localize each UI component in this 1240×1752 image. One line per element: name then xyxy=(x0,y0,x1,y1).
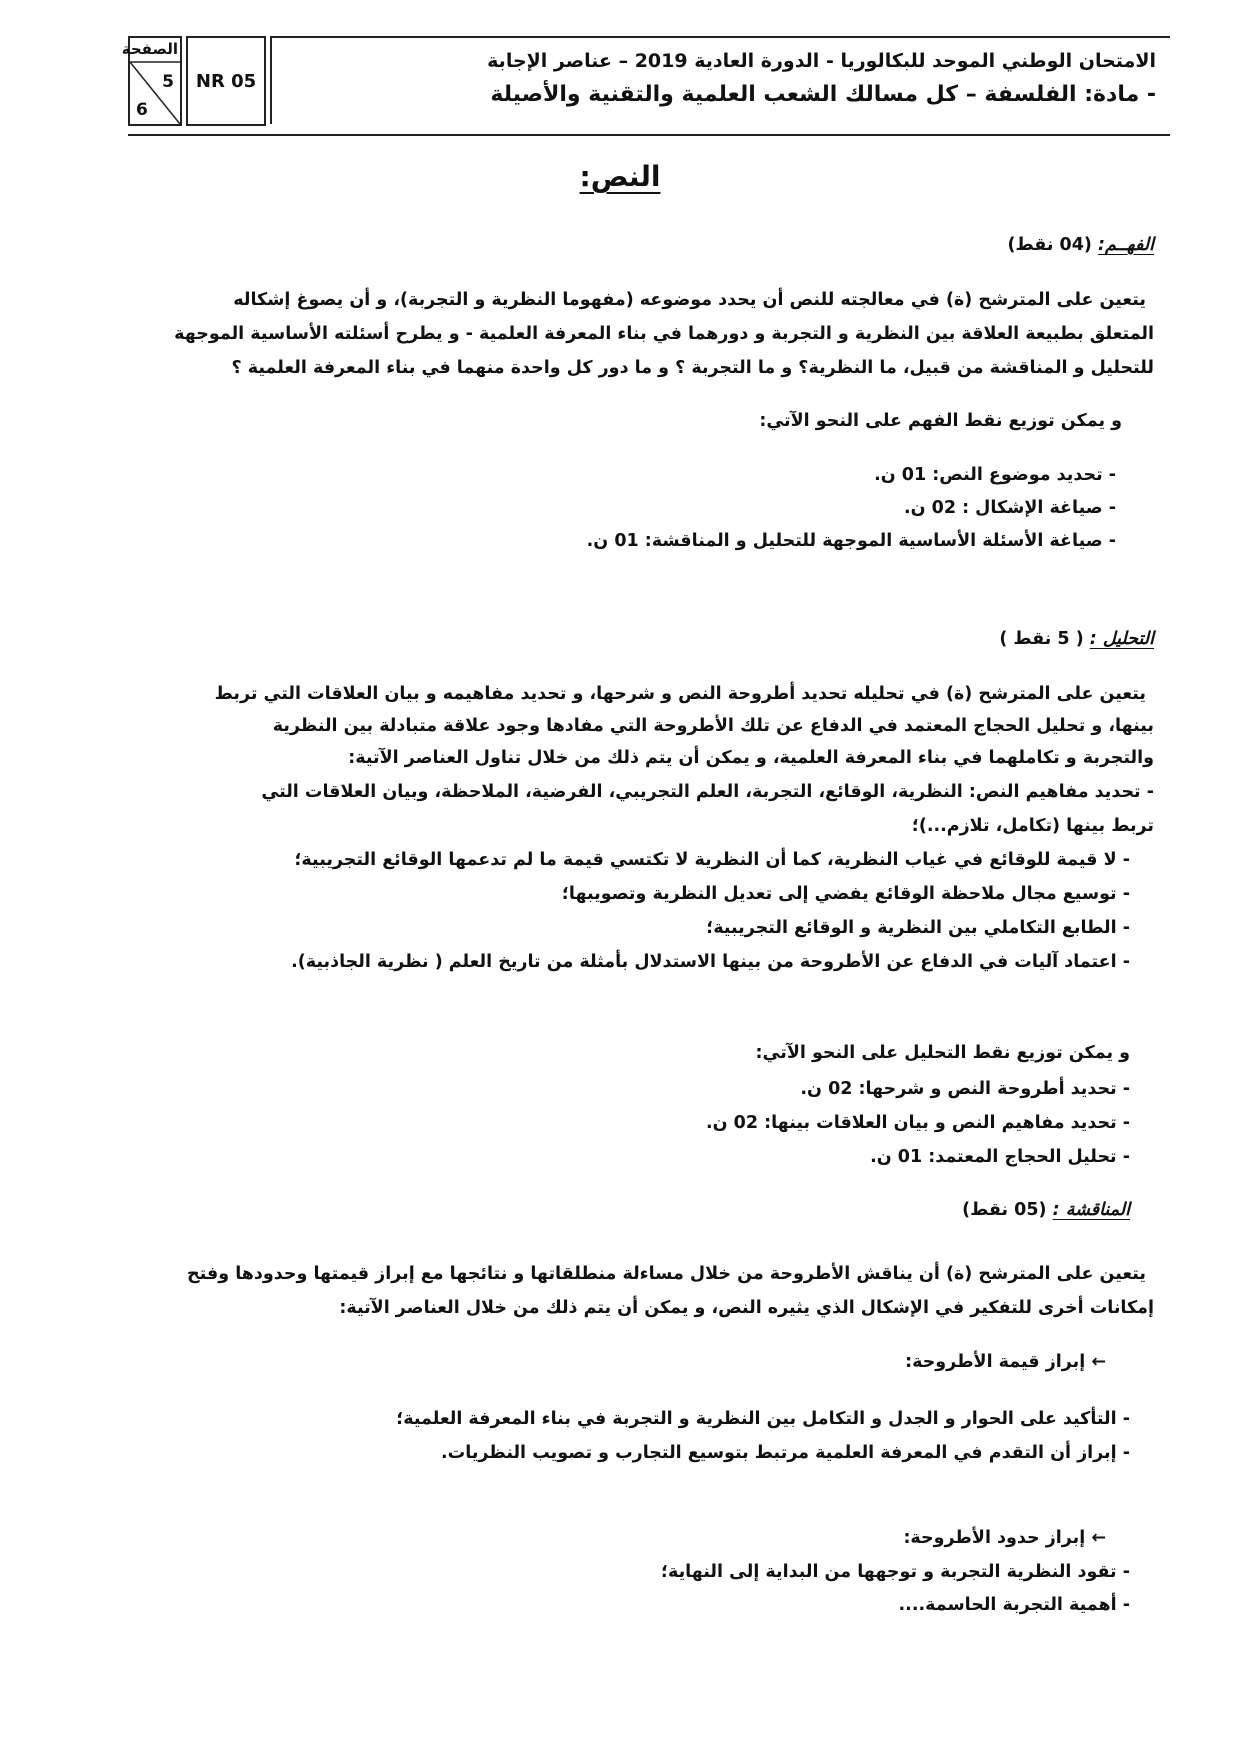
analysis-dist-1: - تحديد أطروحة النص و شرحها: 02 ن. xyxy=(100,1076,1130,1102)
analysis-dist-3: - تحليل الحجاج المعتمد: 01 ن. xyxy=(100,1144,1130,1170)
page-total: 6 xyxy=(136,100,148,120)
understanding-dist-3: - صياغة الأسئلة الأساسية الموجهة للتحليل و المناقشة: 01 ن. xyxy=(86,528,1116,554)
discussion-value-1: - التأكيد على الحوار و الجدل و التكامل بين النظرية و التجربة في بناء المعرفة العلمية؛ xyxy=(100,1406,1130,1432)
understanding-dist-1: - تحديد موضوع النص: 01 ن. xyxy=(86,462,1116,488)
discussion-limits-heading: ← إبراز حدود الأطروحة: xyxy=(903,1528,1106,1548)
discussion-limits-1: - تقود النظرية التجربة و توجهها من البداية إلى النهاية؛ xyxy=(100,1559,1130,1585)
page-header xyxy=(121,36,1170,136)
analysis-para-2: بينها، و تحليل الحجاج المعتمد في الدفاع عن تلك الأطروحة التي مفادها وجود علاقة متبادلة بين النظرية xyxy=(272,716,1154,736)
header-rule xyxy=(128,134,1170,136)
discussion-value-heading: ← إبراز قيمة الأطروحة: xyxy=(905,1352,1106,1372)
discussion-value-2: - إبراز أن التقدم في المعرفة العلمية مرتبط بتوسيع التجارب و تصويب النظريات. xyxy=(100,1440,1130,1466)
exam-title-box xyxy=(270,36,1170,124)
discussion-heading-row xyxy=(100,1197,1130,1223)
title-wrap xyxy=(0,160,1240,193)
understanding-para-3: للتحليل و المناقشة من قبيل، ما النظرية؟ و ما التجربة ؟ و ما دور كل واحدة منهما في بناء المعرفة العلمية ؟ xyxy=(231,358,1154,378)
analysis-points: ( 5 نقط ) xyxy=(999,629,1084,649)
page-title: النص: xyxy=(579,160,661,193)
analysis-para-1: يتعين على المترشح (ة) في تحليله تحديد أطروحة النص و شرحها، و تحديد مفاهيمه و بيان العلاقات التي تربط xyxy=(214,684,1146,704)
discussion-para-2: إمكانات أخرى للتفكير في الإشكال الذي يثيره النص، و يمكن أن يتم ذلك من خلال العناصر الآتية: xyxy=(339,1298,1154,1318)
understanding-heading-row xyxy=(124,232,1154,258)
page-current: 5 xyxy=(162,72,174,92)
analysis-concepts-1: - تحديد مفاهيم النص: النظرية، الوقائع، التجربة، العلم التجريبي، الفرضية، الملاحظة، وبيان العلاقات التي xyxy=(261,782,1154,802)
exam-title-line1: الامتحان الوطني الموحد للبكالوريا - الدورة العادية 2019 – عناصر الإجابة xyxy=(487,50,1156,72)
analysis-item-1: - لا قيمة للوقائع في غياب النظرية، كما أن النظرية لا تكتسي قيمة ما لم تدعمها الوقائع التجريبية؛ xyxy=(100,847,1130,873)
exam-code: NR 05 xyxy=(195,70,257,92)
discussion-points: (05 نقط) xyxy=(962,1200,1047,1220)
discussion-heading: المناقشة : xyxy=(1052,1200,1130,1220)
understanding-dist-intro: و يمكن توزيع نقط الفهم على النحو الآتي: xyxy=(759,411,1122,431)
analysis-heading: التحليل : xyxy=(1089,629,1154,649)
page-label: الصفحة xyxy=(121,40,178,58)
analysis-item-4: - اعتماد آليات في الدفاع عن الأطروحة من بينها الاستدلال بأمثلة من تاريخ العلم ( نظرية الجاذبية). xyxy=(100,949,1130,975)
page-number-box xyxy=(121,36,182,126)
analysis-heading-row xyxy=(124,626,1154,652)
exam-code-box xyxy=(186,36,266,126)
discussion-para-1: يتعين على المترشح (ة) أن يناقش الأطروحة من خلال مساءلة منطلقاتها و نتائجها مع إبراز قيمتها وحدودها وفتح xyxy=(187,1264,1146,1284)
understanding-points: (04 نقط) xyxy=(1007,235,1092,255)
analysis-para-3: والتجربة و تكاملهما في بناء المعرفة العلمية، و يمكن أن يتم ذلك من خلال تناول العناصر الآتية: xyxy=(348,748,1154,768)
exam-title-line2: - مادة: الفلسفة – كل مسالك الشعب العلمية والتقنية والأصيلة xyxy=(490,82,1156,107)
understanding-para-2: المتعلق بطبيعة العلاقة بين النظرية و التجربة و دورهما في بناء المعرفة العلمية - و يطرح أسئلته الأساسية الموجهة xyxy=(174,324,1154,344)
analysis-concepts-2: تربط بينها (تكامل، تلازم...)؛ xyxy=(911,816,1154,836)
analysis-dist-2: - تحديد مفاهيم النص و بيان العلاقات بينها: 02 ن. xyxy=(100,1110,1130,1136)
understanding-heading: الفهــم: xyxy=(1097,235,1154,255)
analysis-dist-intro: و يمكن توزيع نقط التحليل على النحو الآتي: xyxy=(755,1043,1130,1063)
discussion-limits-2: - أهمية التجربة الحاسمة.... xyxy=(100,1592,1130,1618)
analysis-item-2: - توسيع مجال ملاحظة الوقائع يفضي إلى تعديل النظرية وتصويبها؛ xyxy=(100,881,1130,907)
understanding-dist-2: - صياغة الإشكال : 02 ن. xyxy=(86,495,1116,521)
understanding-para-1: يتعين على المترشح (ة) في معالجته للنص أن يحدد موضوعه (مفهوما النظرية و التجربة)، و أن يصوغ إشكاله xyxy=(233,290,1146,310)
analysis-item-3: - الطابع التكاملي بين النظرية و الوقائع التجريبية؛ xyxy=(100,915,1130,941)
